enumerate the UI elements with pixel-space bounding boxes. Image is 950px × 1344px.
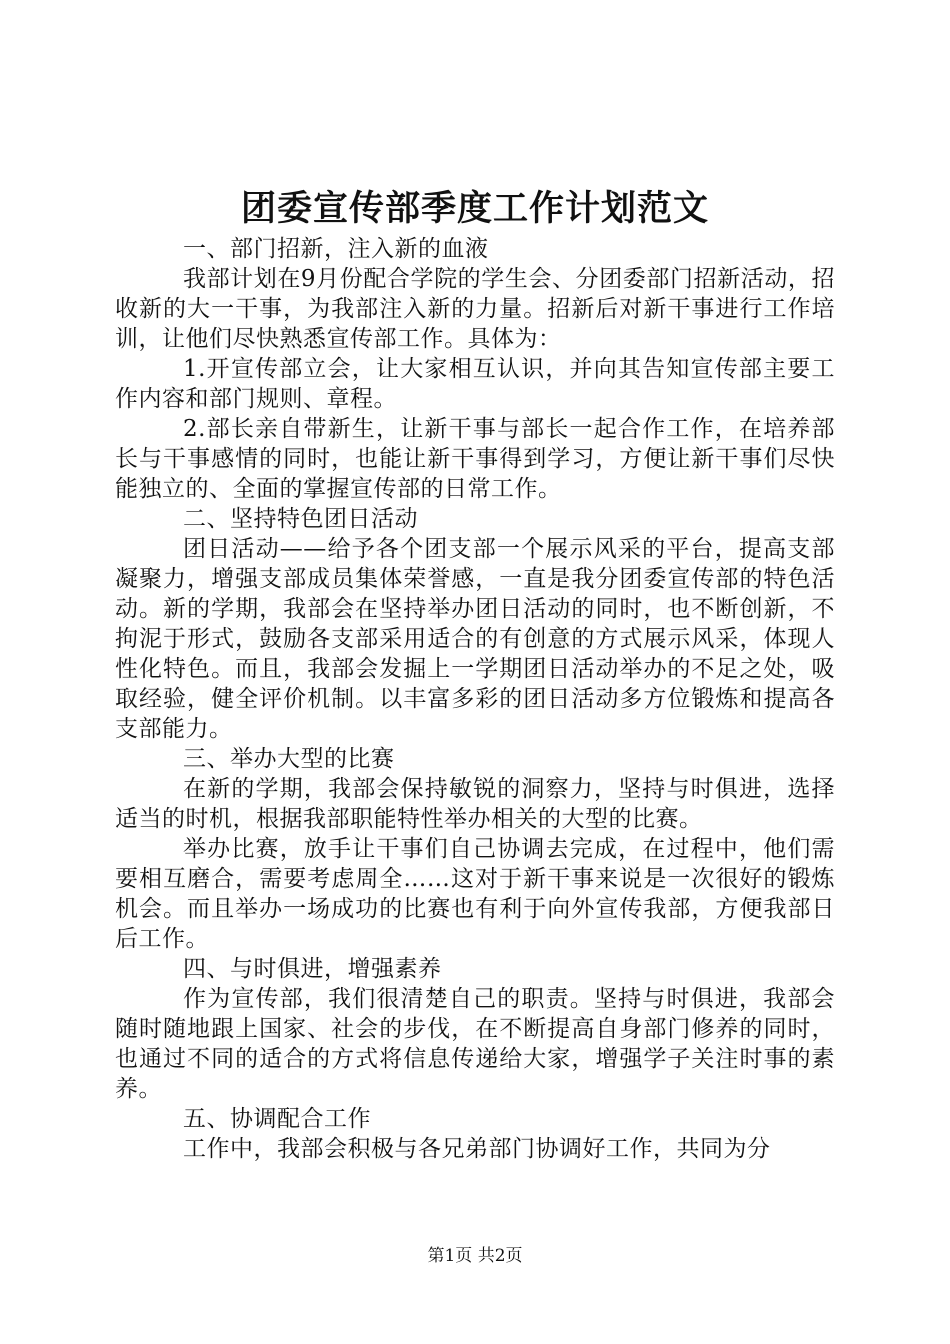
section-heading-4: 四、与时俱进，增强素养 xyxy=(183,956,442,982)
paragraph: 1.开宣传部立会，让大家相互认识，并向其告知宣传部主要工作内容和部门规则、章程。 xyxy=(115,356,835,412)
paragraph: 作为宣传部，我们很清楚自己的职责。坚持与时俱进，我部会随时随地跟上国家、社会的步伐，在不断提高自身部门修养的同时，也通过不同的适合的方式将信息传递给大家，增强学子关注时事的素养。 xyxy=(115,986,835,1102)
section-heading-2: 二、坚持特色团日活动 xyxy=(183,506,418,532)
paragraph: 团日活动——给予各个团支部一个展示风采的平台，提高支部凝聚力，增强支部成员集体荣誉感，一直是我分团委宣传部的特色活动。新的学期，我部会在坚持举办团日活动的同时，也不断创新，不拘泥于形式，鼓励各支部采用适合的有创意的方式展示风采，体现人性化特色。而且，我部会发掘上一学期团日活动举办的不足之处，吸取经验，健全评价机制。以丰富多彩的团日活动多方位锻炼和提高各支部能力。 xyxy=(115,536,835,742)
document-title: 团委宣传部季度工作计划范文 xyxy=(240,188,709,229)
section-heading-5: 五、协调配合工作 xyxy=(183,1106,371,1132)
section-heading-1: 一、部门招新，注入新的血液 xyxy=(183,236,489,262)
page-number: 第1页 共2页 xyxy=(427,1246,523,1266)
paragraph: 2.部长亲自带新生，让新干事与部长一起合作工作，在培养部长与干事感情的同时，也能让新干事得到学习，方便让新干事们尽快能独立的、全面的掌握宣传部的日常工作。 xyxy=(115,416,835,502)
paragraph: 工作中，我部会积极与各兄弟部门协调好工作，共同为分 xyxy=(183,1136,771,1162)
document-body xyxy=(115,234,835,1164)
paragraph: 在新的学期，我部会保持敏锐的洞察力，坚持与时俱进，选择适当的时机，根据我部职能特性举办相关的大型的比赛。 xyxy=(115,776,835,832)
section-heading-3: 三、举办大型的比赛 xyxy=(183,746,395,772)
paragraph: 举办比赛，放手让干事们自己协调去完成，在过程中，他们需要相互磨合，需要考虑周全……这对于新干事来说是一次很好的锻炼机会。而且举办一场成功的比赛也有利于向外宣传我部，方便我部日后工作。 xyxy=(115,836,835,952)
paragraph: 我部计划在9月份配合学院的学生会、分团委部门招新活动，招收新的大一干事，为我部注入新的力量。招新后对新干事进行工作培训，让他们尽快熟悉宣传部工作。具体为： xyxy=(115,266,835,352)
